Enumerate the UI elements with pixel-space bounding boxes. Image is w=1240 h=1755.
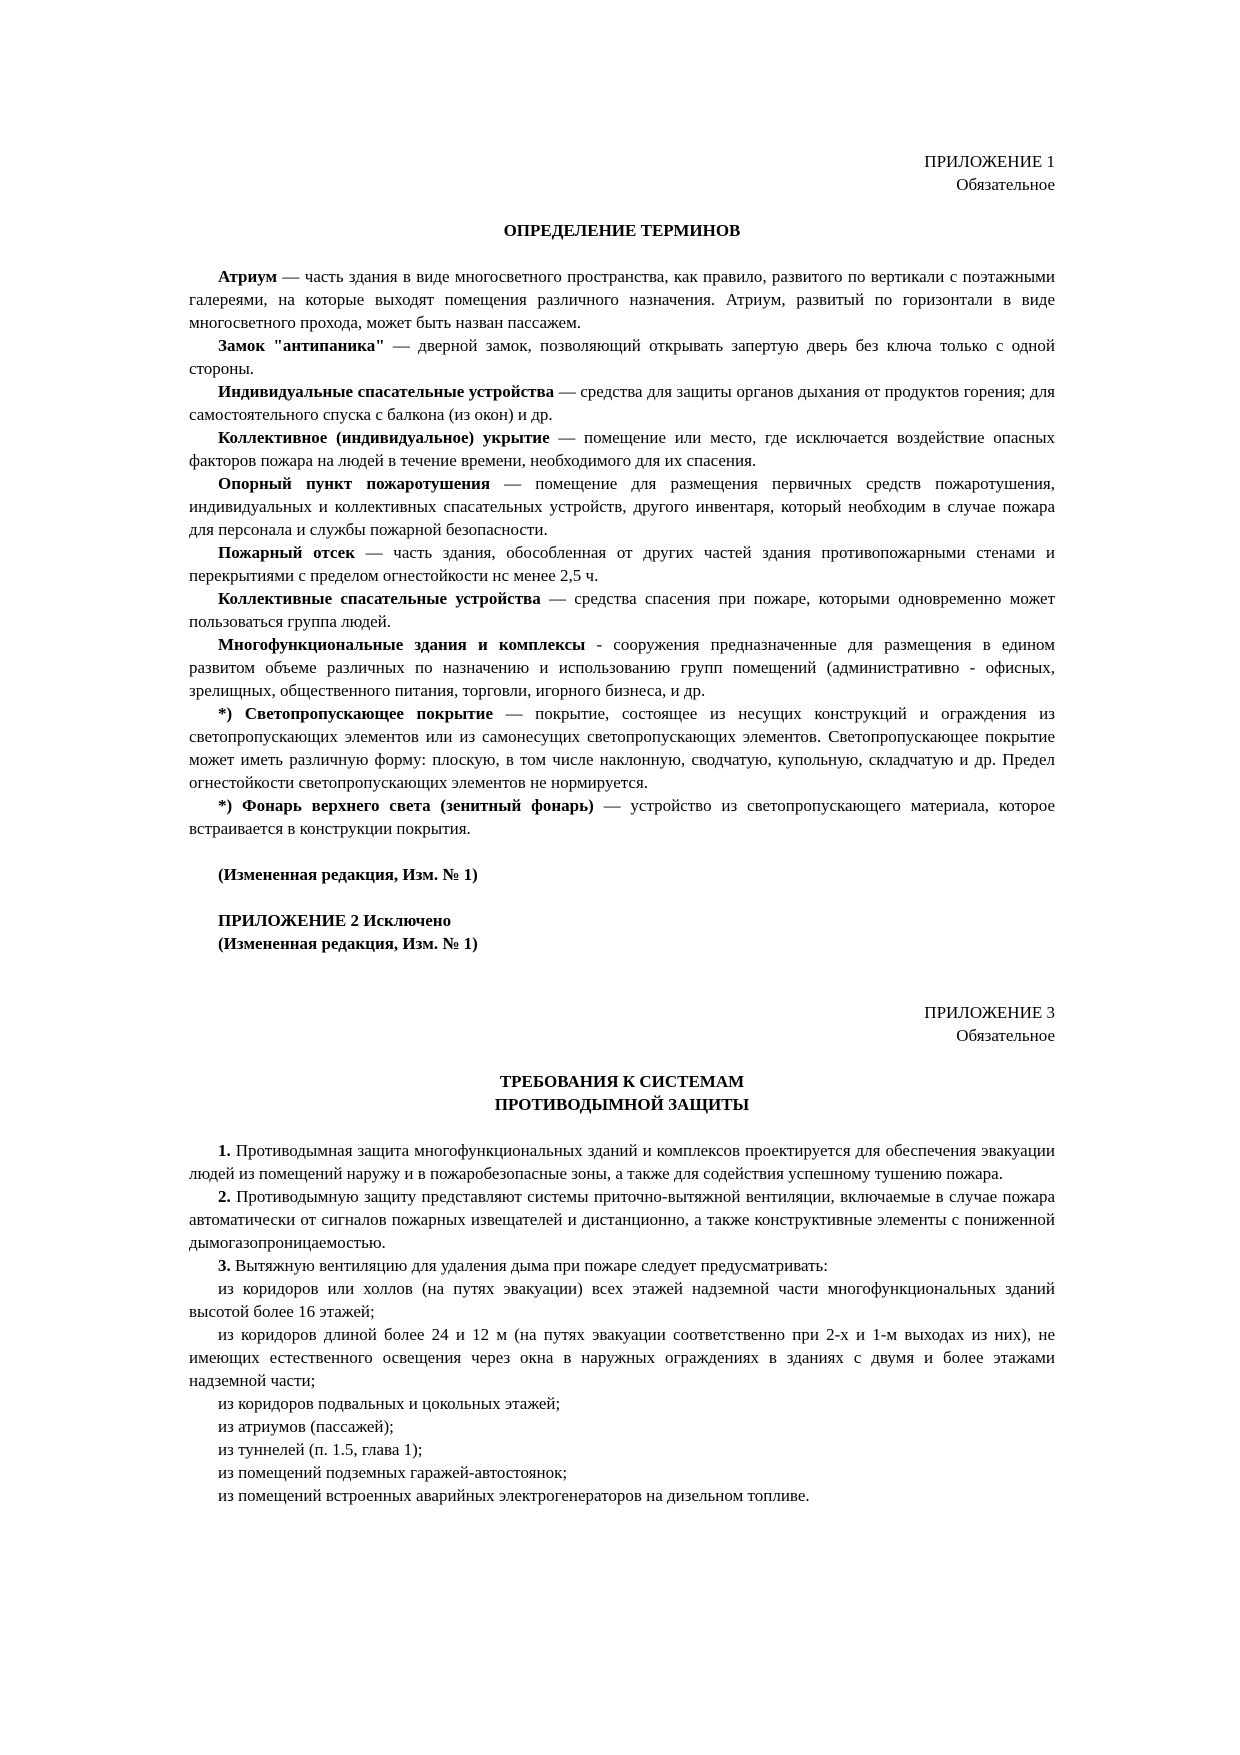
term-definition: — покрытие, состоящее из несущих конструкций и ограждения из светопропускающих элементов или из самонесущих светопропускающих элементов. Светопропускающее покрытие может иметь различную форму: плоскую, в том числе наклонную, сводчатую, купольную, складчатую и др. Предел огнестойкости светопропускающих элементов не нормируется. (189, 704, 1055, 792)
term-definition: — часть здания, обособленная от других частей здания противопожарными стенами и перекрытиями с пределом огнестойкости нс менее 2,5 ч. (189, 543, 1055, 585)
annex-1-heading: ОПРЕДЕЛЕНИЕ ТЕРМИНОВ (503, 221, 741, 240)
item-number: 3. (218, 1256, 231, 1275)
term-translucent-roof (189, 702, 1055, 794)
annex-1-status: Обязательное (956, 175, 1055, 194)
item-text: Противодымная защита многофункциональных зданий и комплексов проектируется для обеспечения эвакуации людей из помещений наружу и в пожаробезопасные зоны, а также для содействия успешному тушению пожара. (189, 1141, 1055, 1183)
term-name: Коллективное (индивидуальное) укрытие (218, 428, 550, 447)
term-name: Многофункциональные здания и комплексы (218, 635, 586, 654)
term-fire-compartment (189, 541, 1055, 587)
revision-note: (Измененная редакция, Изм. № 1) (218, 934, 478, 953)
requirements-list (189, 1139, 1055, 1507)
term-name: *) Фонарь верхнего света (зенитный фонарь) (218, 796, 594, 815)
annex-3-header (189, 1001, 1055, 1047)
item-number: 2. (218, 1187, 231, 1206)
term-name: Замок "антипаника" (218, 336, 385, 355)
annex-1-title: ПРИЛОЖЕНИЕ 1 (924, 152, 1055, 171)
term-definition: — средства спасения при пожаре, которыми одновременно может пользоваться группа людей. (189, 589, 1055, 631)
requirement-item (189, 1139, 1055, 1185)
requirement-item (189, 1185, 1055, 1254)
term-name: Коллективные спасательные устройства (218, 589, 541, 608)
sub-item: из туннелей (п. 1.5, глава 1); (218, 1440, 423, 1459)
term-multifunctional-buildings (189, 633, 1055, 702)
sub-item: из коридоров длиной более 24 и 12 м (на путях эвакуации соответственно при 2-х и 1-м выходах из них), не имеющих естественного освещения через окна в наружных ограждениях в зданиях с двумя и более этажами надземной части; (189, 1325, 1055, 1390)
annex-1-header (189, 150, 1055, 196)
sub-item: из помещений встроенных аварийных электрогенераторов на дизельном топливе. (218, 1486, 810, 1505)
term-definition: — устройство из светопропускающего материала, которое встраивается в конструкции покрытия. (189, 796, 1055, 838)
requirement-item (189, 1254, 1055, 1277)
sub-item: из помещений подземных гаражей-автостоянок; (218, 1463, 568, 1482)
term-name: Пожарный отсек (218, 543, 356, 562)
term-definition: — дверной замок, позволяющий открывать запертую дверь без ключа только с одной стороны. (189, 336, 1055, 378)
term-name: Опорный пункт пожаротушения (218, 474, 491, 493)
item-number: 1. (218, 1141, 231, 1160)
term-definition: — часть здания в виде многосветного пространства, как правило, развитого по вертикали с поэтажными галереями, на которые выходят помещения различного назначения. Атриум, развитый по горизонтали в виде многосветного прохода, может быть назван пассажем. (189, 267, 1055, 332)
item-text: Противодымную защиту представляют системы приточно-вытяжной вентиляции, включаемые в случае пожара автоматически от сигналов пожарных извещателей и дистанционно, а также конструктивные элементы с пониженной дымогазопроницаемостью. (189, 1187, 1055, 1252)
term-definition: - сооружения предназначенные для размещения в едином развитом объеме различных по назначению и использованию групп помещений (административно - офисных, зрелищных, общественного питания, торговли, игорного бизнеса, и др. (189, 635, 1055, 700)
annex-3-title: ПРИЛОЖЕНИЕ 3 (924, 1003, 1055, 1022)
item-text: Вытяжную вентиляцию для удаления дыма при пожаре следует предусматривать: (230, 1256, 829, 1275)
revision-note: (Измененная редакция, Изм. № 1) (218, 865, 478, 884)
term-definition: — помещение или место, где исключается воздействие опасных факторов пожара на людей в течение времени, необходимого для их спасения. (189, 428, 1055, 470)
term-name: *) Светопропускающее покрытие (218, 704, 493, 723)
term-definition: — средства для защиты органов дыхания от продуктов горения; для самостоятельного спуска с балкона (из окон) и др. (189, 382, 1055, 424)
annex-1-revision (189, 863, 1055, 886)
term-name: Индивидуальные спасательные устройства (218, 382, 555, 401)
term-collective-shelter (189, 426, 1055, 472)
term-firefighting-point (189, 472, 1055, 541)
term-individual-rescue-devices (189, 380, 1055, 426)
terms-list (189, 265, 1055, 840)
annex-3-heading-line-2: ПРОТИВОДЫМНОЙ ЗАЩИТЫ (494, 1095, 750, 1114)
sub-item: из коридоров подвальных и цокольных этажей; (218, 1394, 561, 1413)
annex-3-heading-line-1: ТРЕБОВАНИЯ К СИСТЕМАМ (499, 1072, 745, 1091)
annex-2-title (189, 909, 1055, 932)
term-atrium (189, 265, 1055, 334)
annex-2-title-text: ПРИЛОЖЕНИЕ 2 Исключено (218, 911, 452, 930)
term-skylight (189, 794, 1055, 840)
term-definition: — помещение для размещения первичных средств пожаротушения, индивидуальных и коллективных спасательных устройств, другого инвентаря, который необходим в случае пожара для персонала и службы пожарной безопасности. (189, 474, 1055, 539)
term-collective-rescue-devices (189, 587, 1055, 633)
page-content (189, 150, 1055, 1507)
annex-3-status: Обязательное (956, 1026, 1055, 1045)
term-name: Атриум (218, 267, 278, 286)
annex-2-revision (189, 932, 1055, 955)
term-antipanic-lock (189, 334, 1055, 380)
sub-item: из коридоров или холлов (на путях эвакуации) всех этажей надземной части многофункциональных зданий высотой более 16 этажей; (189, 1279, 1055, 1321)
sub-item: из атриумов (пассажей); (218, 1417, 394, 1436)
